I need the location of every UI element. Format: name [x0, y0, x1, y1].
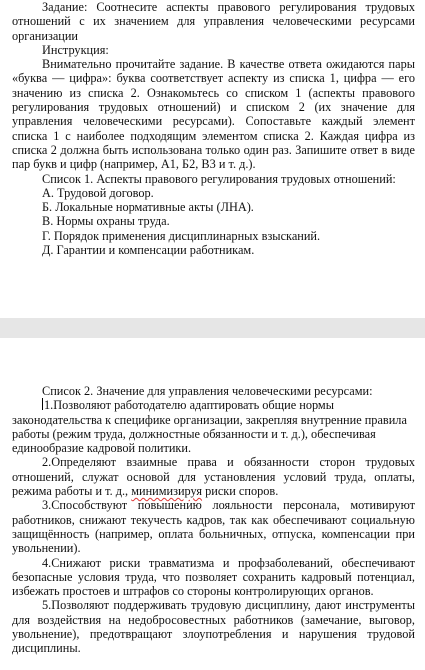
page-2-content [12, 384, 415, 656]
document-page-2[interactable] [0, 338, 425, 670]
list2-item-1[interactable] [12, 398, 415, 455]
list2-item-2-text-end: риски споров. [202, 484, 279, 499]
list1-title[interactable]: Список 1. Аспекты правового регулирования трудовых отношений: [42, 171, 396, 186]
list1-item-e[interactable]: Д. Гарантии и компенсации работникам. [42, 243, 255, 258]
document-page-1[interactable] [0, 0, 425, 318]
page-separator [0, 318, 425, 338]
instruction-heading[interactable]: Инструкция: [42, 42, 109, 57]
list2-item-5[interactable]: 5.Позволяют поддерживать трудовую дисциплину, дают инструменты для воздействия на недобросовестных работников (замечание, выговор, увольнение), предотвращают злоупотребления и нарушения трудовой дисциплины. [12, 598, 415, 656]
page-1-content [12, 0, 415, 257]
list2-item-3[interactable]: 3.Способствуют повышению лояльности персонала, мотивируют работников, снижают текучесть кадров, так как обеспечивают социальную защищённость (например, оплата больничных, отпуска, компенсации при увольнении). [12, 498, 415, 556]
list2-item-2[interactable] [12, 455, 415, 498]
list2-title[interactable]: Список 2. Значение для управления человеческими ресурсами: [42, 384, 373, 398]
list2-item-1-text: 1.Позволяют работодателю адаптировать общие нормы законодательства к специфике организации, закрепляя внутренние правила работы (режим труда, должностные обязанности и т. д.), обеспечивая единообразие кадровой политики. [12, 398, 407, 456]
list2-item-4[interactable]: 4.Снижают риски травматизма и профзаболеваний, обеспечивают безопасные условия труда, что позволяет сохранить кадровый потенциал, избежать простоев и штрафов со стороны контролирующих органов. [12, 555, 415, 599]
list2-item-2-text-start: 2.Определяют взаимные права и обязанности сторон трудовых отношений, служат основой для установления условий труда, оплаты, режима работы и т. д., [12, 455, 415, 499]
text-cursor [42, 398, 43, 410]
spellcheck-flagged-word[interactable]: минимизируя [131, 484, 203, 499]
task-paragraph[interactable]: Задание: Соотнесите аспекты правового регулирования трудовых отношений с их значением для управления человеческими ресурсами организации [12, 0, 415, 43]
instruction-paragraph[interactable]: Внимательно прочитайте задание. В качестве ответа ожидаются пары «буква — цифра»: буква соответствует аспекту из списка 1, цифра — его значению из списка 2. Ознакомьтесь со списком 1 (аспекты правового регулирования трудовых отношений) и списком 2 (их значение для управления человеческими ресурсами). Сопоставьте каждый элемент списка 1 с наиболее подходящим элементом списка 2. Каждая цифра из списка 2 должна быть использована только один раз. Запишите ответ в виде пар букв и цифр (например, А1, Б2, В3 и т. д.). [12, 57, 415, 172]
list1-item-d[interactable]: Г. Порядок применения дисциплинарных взысканий. [42, 228, 321, 243]
list1-item-c[interactable]: В. Нормы охраны труда. [42, 214, 170, 229]
list1-item-a[interactable]: А. Трудовой договор. [42, 185, 154, 200]
list1-item-b[interactable]: Б. Локальные нормативные акты (ЛНА). [42, 200, 254, 215]
